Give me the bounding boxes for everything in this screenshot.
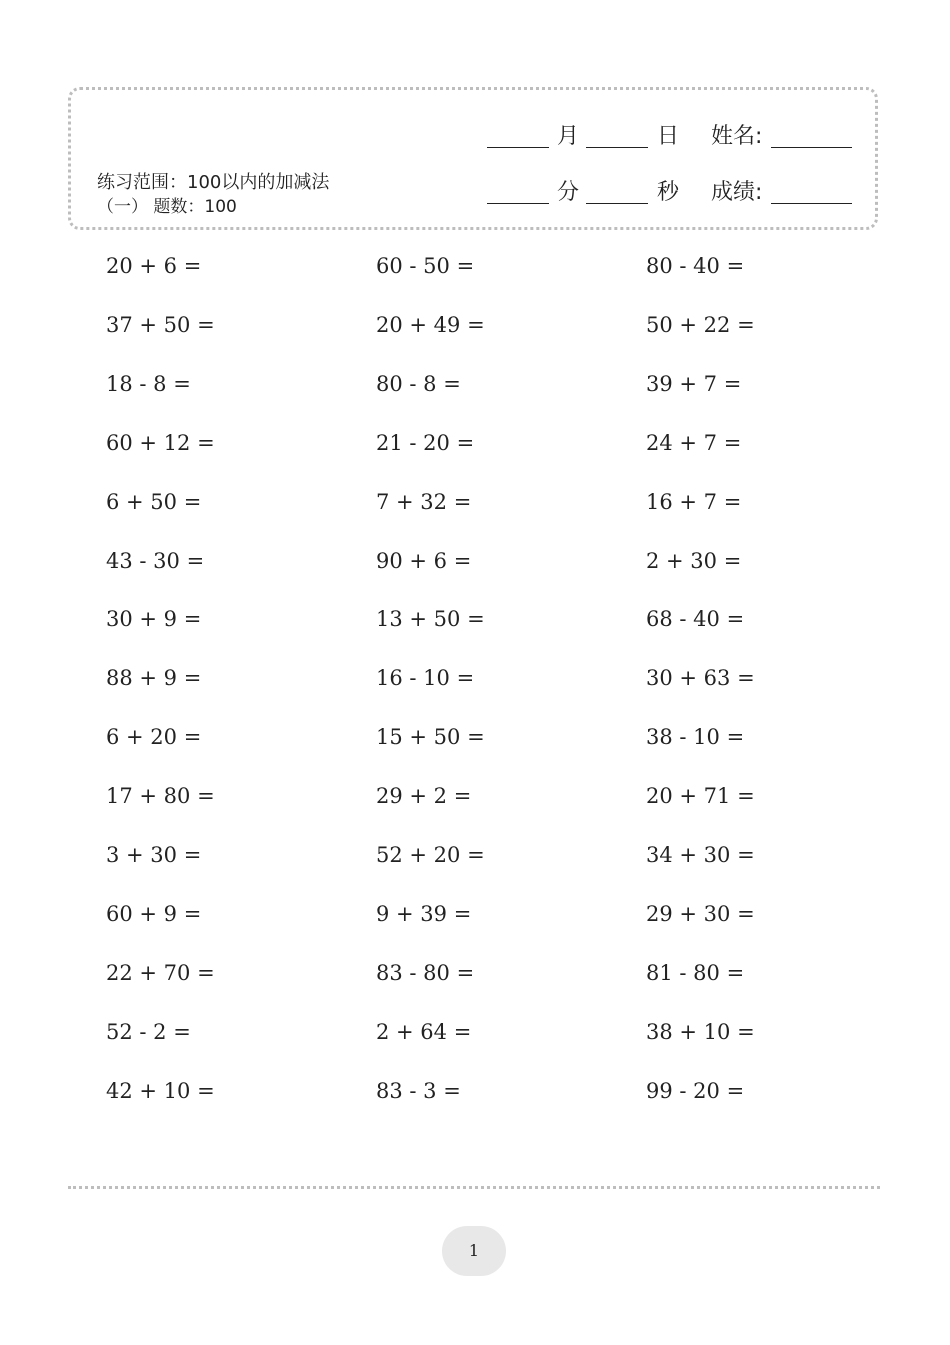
- footer-divider: [68, 1186, 880, 1189]
- question-item: 60 + 9 =: [106, 901, 202, 926]
- month-blank[interactable]: [487, 147, 549, 148]
- question-item: 80 - 40 =: [646, 254, 745, 278]
- page-number: 1: [442, 1226, 506, 1276]
- question-item: 3 + 30 =: [106, 843, 202, 867]
- minute-label: 分: [557, 180, 580, 205]
- question-item: 37 + 50 =: [106, 312, 215, 337]
- question-item: 88 + 9 =: [106, 666, 202, 691]
- question-item: 6 + 20 =: [106, 725, 202, 750]
- question-item: 30 + 63 =: [646, 666, 755, 691]
- question-item: 24 + 7 =: [646, 430, 742, 455]
- question-item: 50 + 22 =: [646, 312, 755, 337]
- question-item: 29 + 30 =: [646, 901, 755, 926]
- question-item: 81 - 80 =: [646, 960, 745, 985]
- question-item: 90 + 6 =: [376, 548, 472, 573]
- question-item: 52 - 2 =: [106, 1019, 191, 1044]
- minute-blank[interactable]: [487, 203, 549, 204]
- score-label: 成绩:: [711, 180, 763, 205]
- question-item: 99 - 20 =: [646, 1078, 745, 1103]
- question-item: 52 + 20 =: [376, 843, 485, 867]
- question-item: 15 + 50 =: [376, 725, 485, 750]
- question-item: 83 - 3 =: [376, 1078, 461, 1103]
- question-item: 13 + 50 =: [376, 607, 485, 632]
- question-item: 38 + 10 =: [646, 1019, 755, 1044]
- day-label: 日: [657, 124, 680, 149]
- question-item: 9 + 39 =: [376, 901, 472, 926]
- question-item: 17 + 80 =: [106, 784, 215, 809]
- worksheet-header: [68, 87, 878, 230]
- question-item: 20 + 6 =: [106, 254, 202, 278]
- question-item: 22 + 70 =: [106, 960, 215, 985]
- question-item: 29 + 2 =: [376, 784, 472, 809]
- question-item: 43 - 30 =: [106, 548, 205, 573]
- practice-description: [97, 170, 329, 220]
- time-score-row: [485, 176, 865, 210]
- question-item: 20 + 71 =: [646, 784, 755, 809]
- question-item: 7 + 32 =: [376, 489, 472, 514]
- question-item: 21 - 20 =: [376, 430, 475, 455]
- question-item: 2 + 30 =: [646, 548, 742, 573]
- question-item: 60 - 50 =: [376, 254, 475, 278]
- day-blank[interactable]: [586, 147, 648, 148]
- practice-range: 练习范围：100以内的加减法: [97, 172, 330, 193]
- question-item: 20 + 49 =: [376, 312, 485, 337]
- name-blank[interactable]: [771, 147, 852, 148]
- question-item: 60 + 12 =: [106, 430, 215, 455]
- question-item: 39 + 7 =: [646, 371, 742, 396]
- question-item: 83 - 80 =: [376, 960, 475, 985]
- question-item: 2 + 64 =: [376, 1019, 472, 1044]
- question-item: 68 - 40 =: [646, 607, 745, 632]
- question-item: 30 + 9 =: [106, 607, 202, 632]
- question-item: 6 + 50 =: [106, 489, 202, 514]
- question-item: 42 + 10 =: [106, 1078, 215, 1103]
- question-item: 38 - 10 =: [646, 725, 745, 750]
- second-blank[interactable]: [586, 203, 648, 204]
- month-label: 月: [557, 124, 580, 149]
- question-count: （一） 题数：100: [97, 197, 237, 217]
- score-blank[interactable]: [771, 203, 852, 204]
- question-item: 34 + 30 =: [646, 843, 755, 867]
- question-item: 80 - 8 =: [376, 371, 461, 396]
- question-item: 18 - 8 =: [106, 371, 191, 396]
- date-row: [485, 120, 865, 154]
- question-item: 16 - 10 =: [376, 666, 475, 691]
- name-label: 姓名:: [711, 124, 763, 149]
- second-label: 秒: [657, 180, 680, 205]
- question-item: 16 + 7 =: [646, 489, 742, 514]
